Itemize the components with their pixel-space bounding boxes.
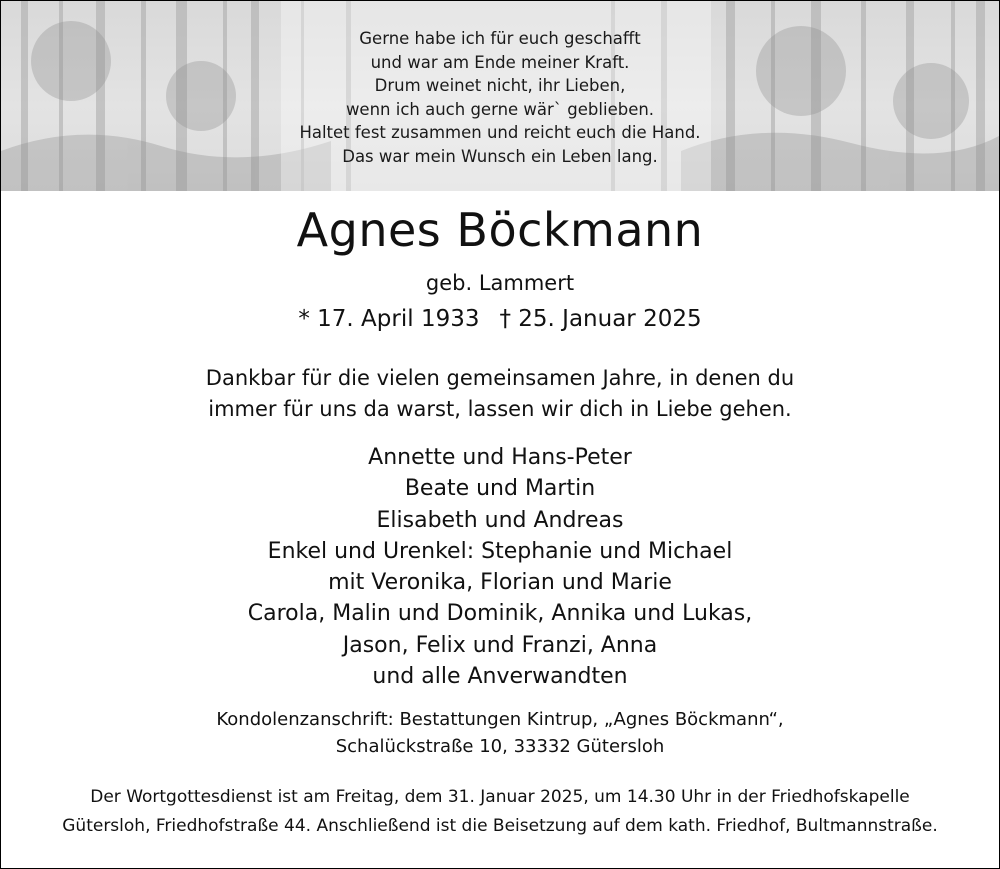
mourner-line: Annette und Hans-Peter: [368, 445, 632, 470]
mourner-line: mit Veronika, Florian und Marie: [328, 570, 672, 596]
funeral-service-info: [1, 783, 999, 841]
death-date: † 25. Januar 2025: [499, 306, 702, 332]
poem: [1, 27, 999, 168]
birth-date: * 17. April 1933: [298, 306, 480, 332]
gratitude-text: [1, 363, 999, 425]
condolence-line: Kondolenzanschrift: Bestattungen Kintrup, „Agnes Böckmann“,: [216, 709, 784, 730]
service-line: Der Wortgottesdienst ist am Freitag, dem 31. Januar 2025, um 14.30 Uhr in der Friedhofskapelle: [90, 787, 910, 807]
mourner-line: Enkel und Urenkel: Stephanie und Michael: [267, 538, 733, 564]
poem-line: und war am Ende meiner Kraft.: [370, 52, 630, 72]
mourners-list: [1, 442, 999, 692]
gratitude-line: Dankbar für die vielen gemeinsamen Jahre, in denen du: [205, 366, 795, 390]
mourner-line: Beate und Martin: [404, 476, 596, 502]
deceased-name: Agnes Böckmann: [296, 203, 704, 257]
life-dates: [1, 304, 999, 334]
maiden-name: geb. Lammert: [425, 271, 575, 295]
poem-line: Gerne habe ich für euch geschafft: [359, 29, 641, 48]
mourner-line: Carola, Malin und Dominik, Annika und Lukas,: [247, 601, 753, 627]
mourner-line: Jason, Felix und Franzi, Anna: [342, 632, 658, 658]
poem-line: Das war mein Wunsch ein Leben lang.: [342, 146, 658, 166]
condolence-address: [1, 706, 999, 760]
poem-line: Haltet fest zusammen und reicht euch die Hand.: [299, 123, 701, 142]
mourner-line: und alle Anverwandten: [372, 664, 628, 690]
forest-header-image: [1, 1, 999, 191]
condolence-line: Schalückstraße 10, 33332 Gütersloh: [335, 736, 665, 757]
poem-line: wenn ich auch gerne wär` geblieben.: [345, 99, 655, 119]
poem-line: Drum weinet nicht, ihr Lieben,: [374, 76, 626, 95]
service-line: Gütersloh, Friedhofstraße 44. Anschließend ist die Beisetzung auf dem kath. Friedhof, Bultmannstraße.: [62, 816, 938, 836]
gratitude-line: immer für uns da warst, lassen wir dich in Liebe gehen.: [208, 397, 792, 421]
mourner-line: Elisabeth und Andreas: [376, 507, 624, 533]
